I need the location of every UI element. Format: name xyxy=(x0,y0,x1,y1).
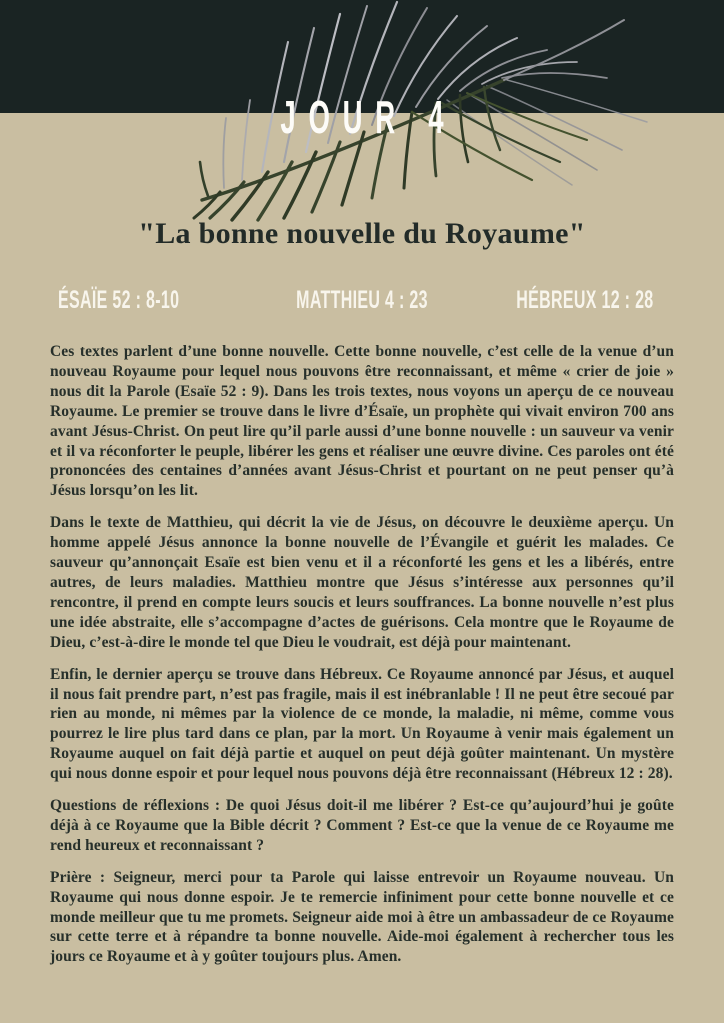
paragraph-hebreux: Enfin, le dernier aperçu se trouve dans Hébreux. Ce Royaume annoncé par Jésus, et auquel il nous fait prendre part, n’est pas fragile, mais il est inébranlable ! Il ne peut être secoué par rien au monde, ni mêmes par la violence de ce monde, la maladie, ni même, comme vous pourrez le lire plus tard dans ce plan, par la mort. Un Royaume à venir mais également un Royaume auquel on fait déjà partie et auquel on peut déjà goûter maintenant. Un mystère qui nous donne espoir et pour lequel nous pouvons déjà être reconnaissant (Hébreux 12 : 28). xyxy=(50,665,674,783)
scripture-references xyxy=(0,284,724,316)
reference-hebreux: HÉBREUX 12 : 28 xyxy=(516,286,654,314)
reference-esaie: ÉSAÏE 52 : 8-10 xyxy=(58,286,180,314)
page-title: "La bonne nouvelle du Royaume" xyxy=(138,217,586,250)
paragraph-priere: Prière : Seigneur, merci pour ta Parole qui laisse entrevoir un Royaume nouveau. Un Royaume qui nous donne espoir. Je te remercie infiniment pour cette bonne nouvelle et ce monde meilleur que tu me promets. Seigneur aide moi à être un ambassadeur de ce Royaume sur cette terre et à répandre ta bonne nouvelle. Aide-moi également à rechercher tous les jours ce Royaume et à y goûter toujours plus. Amen. xyxy=(50,868,674,966)
paragraph-questions: Questions de réflexions : De quoi Jésus doit-il me libérer ? Est-ce qu’aujourd’hui je goûte déjà à ce Royaume que la Bible décrit ? Comment ? Est-ce que la venue de ce Royaume me rend heureux et reconnaissant ? xyxy=(50,797,674,854)
day-heading: JOUR 4 xyxy=(280,91,457,143)
paragraph-matthieu: Dans le texte de Matthieu, qui décrit la vie de Jésus, on découvre le deuxième aperçu. Un homme appelé Jésus annonce la bonne nouvelle de l’Évangile et guérit les malades. Ce sauveur qu’annonçait Esaïe est bien venu et il a réconforté les gens et les a libérés, entre autres, de leurs maladies. Matthieu montre que Jésus s’intéresse aux personnes qu’il rencontre, il prend en compte leurs soucis et leurs souffrances. La bonne nouvelle n’est plus une idée abstraite, elle s’accompagne d’actes de guérisons. Cela montre que le Royaume de Dieu, c’est-à-dire le monde tel que Dieu le voudrait, est déjà pour maintenant. xyxy=(50,514,674,651)
paragraph-intro: Ces textes parlent d’une bonne nouvelle. Cette bonne nouvelle, c’est celle de la venue d’un nouveau Royaume pour lequel nous pouvons être reconnaissant, et même « crier de joie » nous dit la Parole (Esaïe 52 : 9). Dans les trois textes, nous voyons un aperçu de ce nouveau Royaume. Le premier se trouve dans le livre d’Ésaïe, un prophète qui vivait environ 700 ans avant Jésus-Christ. On peut lire qu’il parle aussi d’une bonne nouvelle : un sauveur va venir et il va réconforter le peuple, libérer les gens et réaliser une œuvre divine. Ces paroles ont été prononcées des centaines d’années avant Jésus-Christ et pourtant on ne peut penser qu’à Jésus lorsqu’on les lit. xyxy=(50,343,674,500)
body-text xyxy=(50,342,674,979)
reference-matthieu: MATTHIEU 4 : 23 xyxy=(296,286,428,314)
